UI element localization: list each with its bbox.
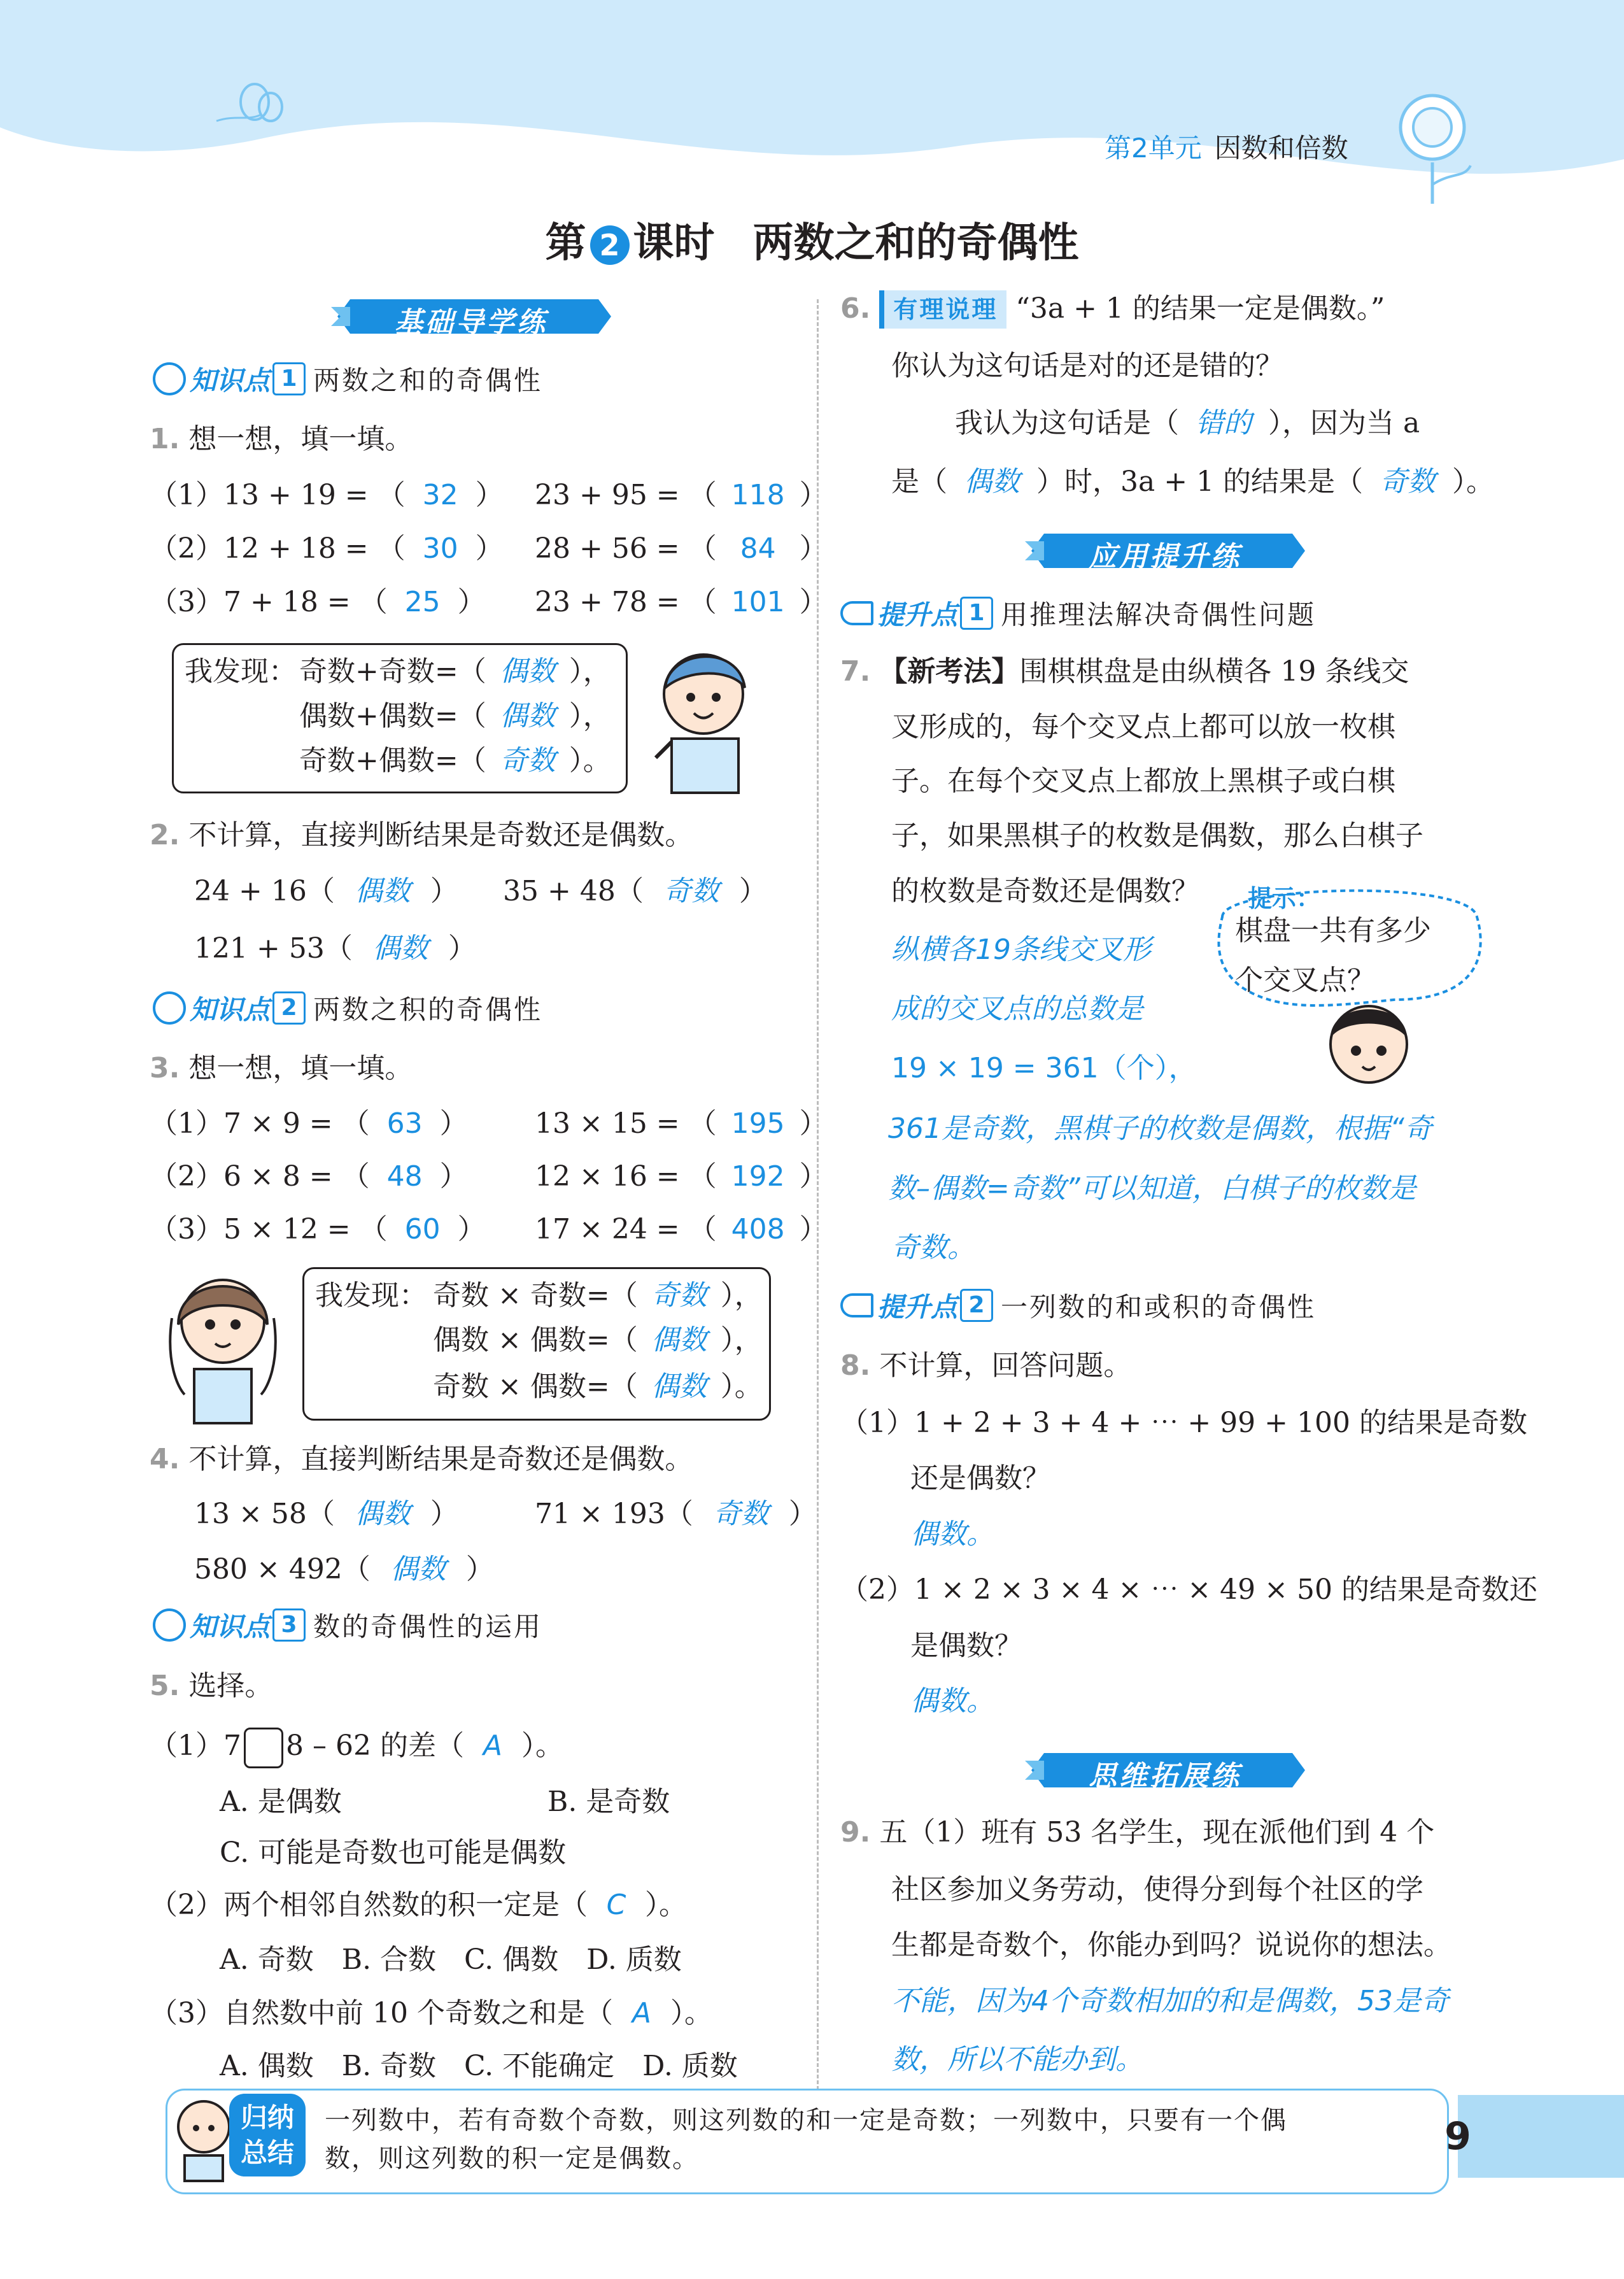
unit-name: 因数和倍数 — [1214, 132, 1348, 164]
q5-p1-opt-b: B. 是奇数 — [547, 1786, 670, 1818]
answer: 63 — [386, 1107, 423, 1140]
q5-p2-opts: A. 奇数 B. 合数 C. 偶数 D. 质数 — [220, 1943, 682, 1976]
q3-row-1: （1）7 × 9 = （ 63 ） — [150, 1105, 468, 1143]
hint-line-2: 个交叉点？ — [1235, 964, 1375, 997]
q9-line-2: 社区参加义务劳动，使得分到每个社区的学 — [891, 1873, 1423, 1906]
lesson-prefix: 第 — [545, 220, 586, 267]
column-divider — [817, 299, 819, 2101]
q1-text: 想一想，填一填。 — [188, 423, 413, 455]
q3-find-lead: 我发现： — [315, 1279, 427, 1312]
q7-line-1: 7. 【新考法】围棋棋盘是由纵横各 19 条线交 — [840, 655, 1409, 688]
q3-stem: 3. 想一想，填一填。 — [150, 1052, 413, 1084]
answer: 奇数 — [1380, 465, 1436, 498]
unit-number: 第2单元 — [1105, 132, 1202, 164]
q7-line-4: 子，如果黑棋子的枚数是偶数，那么白棋子 — [891, 820, 1423, 852]
hint-title: 提示： — [1248, 884, 1321, 912]
summary-badge — [223, 2094, 312, 2183]
q4-item-3: 580 × 492（ 偶数 ） — [194, 1551, 494, 1589]
answer: 偶数 — [372, 932, 428, 965]
page-number: 9 — [1444, 2114, 1471, 2159]
q2-number: 2. — [150, 819, 180, 851]
baby-illustration — [172, 2095, 229, 2184]
knowledge-point-2: 知识点 2 两数之积的奇偶性 — [153, 989, 542, 1027]
summary-badge-line-2: 总结 — [240, 2137, 294, 2168]
answer: 奇数 — [651, 1279, 707, 1312]
answer: 偶数 — [354, 1498, 411, 1530]
check-icon — [153, 991, 186, 1025]
q3-row-1b: 13 × 15 = （ 195 ） — [535, 1105, 828, 1143]
q1-find-lead: 我发现： — [185, 655, 297, 688]
boy-illustration — [643, 637, 758, 796]
answer: 偶数 — [499, 700, 556, 732]
q1-row-2b: 28 + 56 = （ 84 ） — [535, 530, 828, 568]
knowledge-point-1 — [153, 360, 542, 398]
answer: 偶数 — [964, 465, 1020, 498]
check-icon — [153, 1608, 186, 1642]
q1-row-1: （1）13 + 19 = （ 32 ） — [150, 476, 504, 515]
answer: 48 — [386, 1160, 423, 1193]
q6-line-4: 是（ 偶数 ）时，3a + 1 的结果是（ 奇数 ）。 — [891, 463, 1494, 501]
answer: 84 — [740, 532, 776, 565]
q4-item-1: 13 × 58（ 偶数 ） — [194, 1495, 458, 1533]
hint-line-1: 棋盘一共有多少 — [1235, 914, 1431, 947]
q3-row-2: （2）6 × 8 = （ 48 ） — [150, 1158, 468, 1196]
q6-line-3: 我认为这句话是（ 错的 ），因为当 a — [955, 404, 1420, 443]
q5-part-2: （2）两个相邻自然数的积一定是（ C ）。 — [150, 1886, 687, 1924]
q1-find-line-2: 偶数+偶数=（ 偶数 ）， — [299, 697, 611, 735]
q9-line-1: 9. 五（1）班有 53 名学生，现在派他们到 4 个 — [840, 1816, 1435, 1849]
q7-answer-1: 纵横各19条线交叉形 — [891, 934, 1151, 966]
rocket-icon — [840, 601, 873, 625]
q7-line-3: 子。在每个交叉点上都放上黑棋子或白棋 — [891, 765, 1395, 797]
answer: A — [483, 1729, 502, 1762]
answer: 偶数 — [354, 875, 411, 907]
q3-find-line-2: 偶数 × 偶数=（ 偶数 ）， — [433, 1321, 763, 1360]
q2-item-1: 24 + 16（ 偶数 ） — [194, 872, 458, 911]
q7-answer-2: 成的交叉点的总数是 — [891, 993, 1143, 1025]
answer: 奇数 — [663, 875, 719, 907]
q8-p1-answer: 偶数。 — [910, 1518, 994, 1551]
answer: C — [606, 1889, 626, 1921]
rocket-icon — [840, 1293, 873, 1317]
lesson-name: 两数之和的奇偶性 — [752, 220, 1079, 267]
q5-p1-opt-c: C. 可能是奇数也可能是偶数 — [220, 1836, 567, 1869]
blank-box[interactable] — [244, 1728, 283, 1768]
header-background — [0, 0, 1624, 210]
answer: 偶数 — [651, 1370, 707, 1403]
q1-row-3: （3）7 + 18 = （ 25 ） — [150, 583, 486, 621]
q1-row-2: （2）12 + 18 = （ 30 ） — [150, 530, 504, 568]
q1-find-line-1: 奇数+奇数=（ 偶数 ）， — [299, 653, 611, 691]
answer: 偶数 — [390, 1553, 446, 1586]
answer: 30 — [422, 532, 458, 565]
q8-p2-line-1: （2）1 × 2 × 3 × 4 × ⋯ × 49 × 50 的结果是奇数还 — [840, 1573, 1537, 1606]
unit-label — [1105, 127, 1348, 166]
kp1-name: 两数之和的奇偶性 — [313, 365, 543, 396]
answer: 错的 — [1196, 407, 1252, 439]
lesson-suffix: 课时 — [633, 220, 715, 267]
q3-find-line-1: 奇数 × 奇数=（ 奇数 ）， — [433, 1277, 763, 1315]
q9-answer-2: 数，所以不能办到。 — [891, 2043, 1143, 2076]
answer: 32 — [422, 479, 458, 511]
q2-item-3: 121 + 53（ 偶数 ） — [194, 930, 476, 968]
q1-row-1b: 23 + 95 = （ 118 ） — [535, 476, 828, 515]
q8-p1-line-2: 还是偶数？ — [910, 1462, 1050, 1494]
q7-line-2: 叉形成的，每个交叉点上都可以放一枚棋 — [891, 711, 1395, 743]
q7-answer-3: 19 × 19 = 361（个）， — [891, 1052, 1197, 1084]
q2-item-2: 35 + 48（ 奇数 ） — [503, 872, 767, 911]
answer: 奇数 — [499, 744, 556, 777]
answer: 偶数 — [499, 655, 556, 688]
improve-point-2: 提升点 2 一列数的和或积的奇偶性 — [840, 1286, 1316, 1324]
q8-stem: 8. 不计算，回答问题。 — [840, 1349, 1132, 1382]
summary-line-1: 一列数中，若有奇数个奇数，则这列数的和一定是奇数；一列数中，只要有一个偶 — [325, 2106, 1287, 2135]
q5-stem: 5. 选择。 — [150, 1670, 273, 1702]
banner-think — [1025, 1748, 1305, 1793]
q7-answer-4: 361是奇数，黑棋子的枚数是偶数，根据“奇 — [888, 1112, 1432, 1145]
answer: 192 — [731, 1160, 785, 1193]
banner-apply — [1025, 529, 1305, 573]
q1-row-3b: 23 + 78 = （ 101 ） — [535, 583, 828, 621]
q5-part-3: （3）自然数中前 10 个奇数之和是（ A ）。 — [150, 1994, 712, 2033]
banner-apply-text: 应用提升练 — [1089, 541, 1241, 573]
q7-line-5: 的枚数是奇数还是偶数？ — [891, 875, 1199, 907]
lesson-title — [0, 210, 1624, 269]
q6-line-1: 6. 有理说理 “3a + 1 的结果一定是偶数。” — [840, 290, 1385, 329]
q3-row-3b: 17 × 24 = （ 408 ） — [535, 1210, 828, 1249]
q1-stem — [150, 420, 413, 458]
girl-illustration — [159, 1261, 286, 1426]
answer: 60 — [404, 1213, 441, 1246]
q9-line-3: 生都是奇数个，你能办到吗？说说你的想法。 — [891, 1929, 1451, 1961]
answer: 195 — [731, 1107, 785, 1140]
q7-answer-6: 奇数。 — [891, 1232, 975, 1264]
q4-stem: 4. 不计算，直接判断结果是奇数还是偶数。 — [150, 1443, 693, 1475]
q7-answer-5: 数–偶数=奇数”可以知道，白棋子的枚数是 — [888, 1172, 1416, 1205]
q5-p1-opt-a: A. 是偶数 — [220, 1786, 342, 1818]
check-icon — [153, 362, 186, 395]
q6-line-2: 你认为这句话是对的还是错的？ — [891, 350, 1283, 382]
answer: 101 — [731, 586, 785, 618]
summary-line-2: 数，则这列数的积一定是偶数。 — [325, 2144, 699, 2173]
summary-text — [325, 2101, 1407, 2178]
answer: 408 — [731, 1213, 785, 1246]
q9-answer-1: 不能，因为4个奇数相加的和是偶数，53是奇 — [891, 1985, 1449, 2017]
q2-stem: 2. 不计算，直接判断结果是奇数还是偶数。 — [150, 819, 693, 851]
q5-part-1: （1）7 8 – 62 的差（ A ）。 — [150, 1727, 563, 1768]
improve-point-1: 提升点 1 用推理法解决奇偶性问题 — [840, 594, 1316, 632]
answer: 118 — [731, 479, 785, 511]
q3-row-2b: 12 × 16 = （ 192 ） — [535, 1158, 828, 1196]
kp1-number: 1 — [272, 362, 306, 395]
q3-row-3: （3）5 × 12 = （ 60 ） — [150, 1210, 486, 1249]
q1-find-line-3: 奇数+偶数=（ 奇数 ）。 — [299, 742, 611, 780]
lesson-number: 2 — [590, 225, 630, 265]
answer: A — [632, 1997, 652, 2029]
answer: 奇数 — [712, 1498, 769, 1530]
answer: 25 — [404, 586, 441, 618]
q8-p2-answer: 偶数。 — [910, 1685, 994, 1717]
q4-item-2: 71 × 193（ 奇数 ） — [535, 1495, 817, 1533]
q8-p2-line-2: 是偶数？ — [910, 1629, 1022, 1662]
kp1-tag: 知识点 — [190, 365, 271, 396]
banner-basic — [331, 294, 611, 339]
answer: 偶数 — [651, 1324, 707, 1356]
q5-p3-opts: A. 偶数 B. 奇数 C. 不能确定 D. 质数 — [220, 2050, 738, 2082]
q1-number: 1. — [150, 423, 180, 455]
q8-p1-line-1: （1）1 + 2 + 3 + 4 + ⋯ + 99 + 100 的结果是奇数 — [840, 1407, 1527, 1439]
banner-think-text: 思维拓展练 — [1089, 1760, 1241, 1793]
banner-basic-text: 基础导学练 — [395, 306, 547, 339]
summary-badge-line-1: 归纳 — [240, 2102, 294, 2133]
q3-find-line-3: 奇数 × 偶数=（ 偶数 ）。 — [433, 1368, 763, 1406]
q6-tag: 有理说理 — [879, 290, 1006, 329]
knowledge-point-3: 知识点 3 数的奇偶性的运用 — [153, 1606, 542, 1644]
